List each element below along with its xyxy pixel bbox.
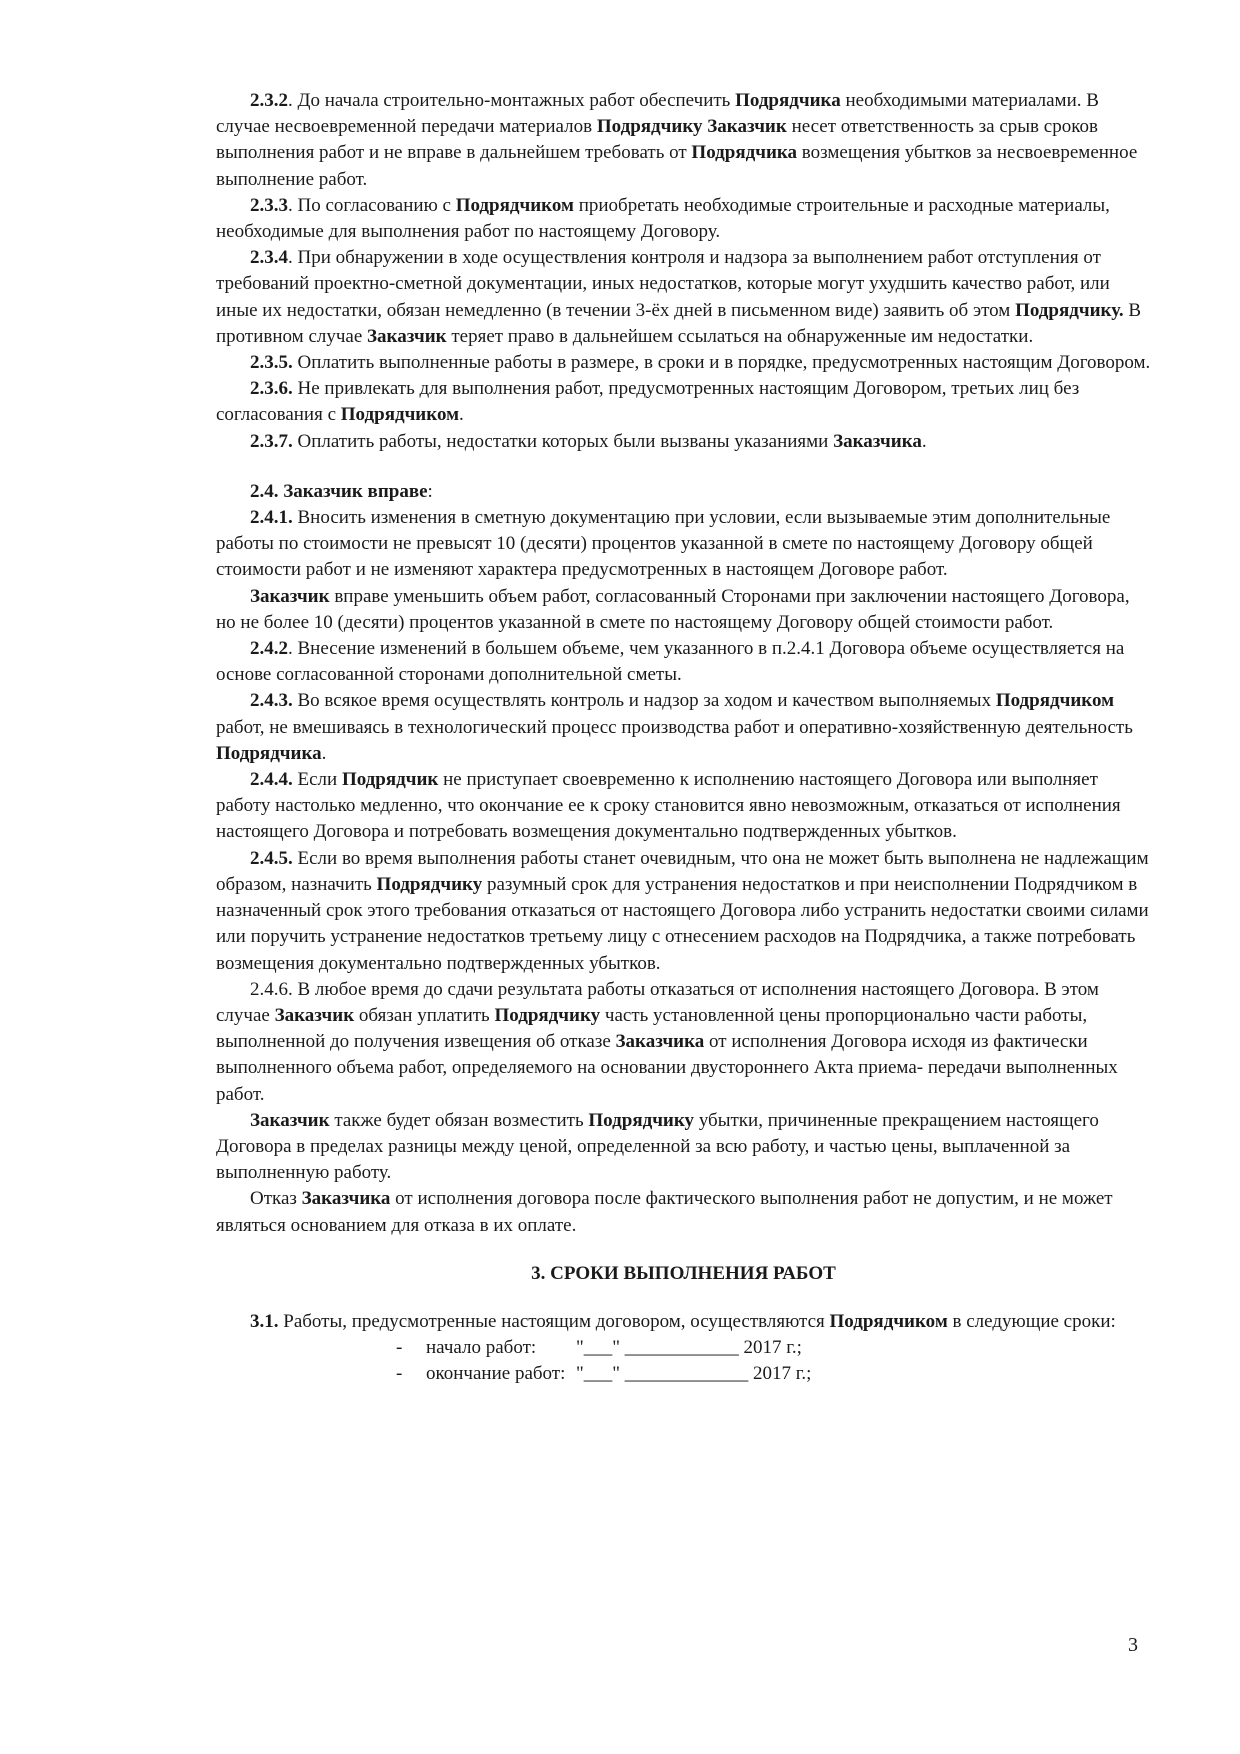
contract-clauses — [216, 88, 1151, 1239]
text-run: Отказ — [250, 1188, 302, 1210]
term-row — [396, 1361, 1151, 1387]
clause-p235 — [216, 350, 1151, 376]
text-run: работ, не вмешиваясь в технологический процесс производства работ и оперативно-хозяйственную деятельность — [216, 716, 1133, 738]
bold-text-run: 2.3.4 — [250, 247, 288, 269]
term-value: "___" ____________ 2017 г.; — [576, 1337, 802, 1359]
clause-p241b — [216, 584, 1151, 636]
bold-text-run: 2.4.3. — [250, 690, 293, 712]
bold-text-run: Подрядчика — [216, 742, 322, 764]
bold-text-run: 2.4.1. — [250, 507, 293, 529]
bold-text-run: Подрядчик — [341, 769, 439, 791]
bold-text-run: Подрядчику. — [1015, 299, 1124, 321]
text-run: необходимыми материалами. В случае несвоевременной передачи материалов — [216, 90, 1099, 138]
clause-p24 — [216, 479, 1151, 505]
clause-p241 — [216, 505, 1151, 584]
bold-text-run: Подрядчиком — [455, 194, 574, 216]
text-run: обязан уплатить — [354, 1004, 495, 1026]
paragraph-spacer — [216, 455, 1151, 479]
bold-text-run: 2.3.2 — [250, 90, 288, 111]
term-label: начало работ: — [426, 1337, 537, 1359]
text-run: . Внесение изменений в большем объеме, чем указанного в п.2.4.1 Договора объеме осуществляется на основе согласованной сторонами дополнительной сметы. — [216, 638, 1125, 686]
page-content — [216, 88, 1151, 1388]
page-number: 3 — [1128, 1634, 1138, 1656]
text-run: Оплатить работы, недостатки которых были вызваны указаниями — [292, 430, 834, 452]
text-run: приобретать необходимые строительные и расходные материалы, необходимые для выполнения работ по настоящему Договору. — [216, 194, 1110, 243]
clause-p244 — [216, 767, 1151, 846]
clause-p236 — [216, 376, 1151, 428]
clause-p242 — [216, 636, 1151, 688]
list-dash: - — [396, 1363, 403, 1385]
bold-text-run: Подрядчику — [588, 1109, 695, 1131]
bold-text-run: 2.4.2 — [250, 638, 288, 660]
text-run: . — [459, 404, 464, 426]
bold-text-run: Подрядчиком — [995, 690, 1115, 712]
bold-text-run: Подрядчиком — [829, 1310, 948, 1332]
text-run: . При обнаружении в ходе осуществления контроля и надзора за выполнением работ отступления от требований проектно-сметной документации, иных недостатков, которые могут ухудшить качество работ, или иные их недостатки, обязан немедленно (в течении 3-ёх дней в письменном виде) заявить об этом — [216, 247, 1110, 321]
text-run: Не привлекать для выполнения работ, предусмотренных настоящим Договором, третьих лиц без согласования с — [216, 378, 1080, 426]
bold-text-run: 2.3.3 — [250, 194, 288, 216]
text-run: . По согласованию с — [288, 194, 456, 216]
term-row — [396, 1335, 1151, 1361]
bold-text-run: Заказчик — [250, 1109, 330, 1131]
text-run: убытки, причиненные прекращением настоящего Договора в пределах разницы между ценой, определенной за всю работу, и частью цены, выплаченной за выполненную работу. — [216, 1109, 1099, 1184]
text-run: Оплатить выполненные работы в размере, в сроки и в порядке, предусмотренных настоящим Договором. — [292, 352, 1151, 374]
bold-text-run: 2.3.7. — [250, 430, 293, 452]
bold-text-run: Подрядчику — [494, 1004, 601, 1026]
text-run: Если во время выполнения работы станет очевидным, что она не может быть выполнена не надлежащим образом, назначить — [216, 847, 1149, 895]
text-run: . — [321, 742, 327, 764]
clause-p246b — [216, 1108, 1151, 1187]
text-run: вправе уменьшить объем работ, согласованный Сторонами при заключении настоящего Договора, но не более 10 (десяти) процентов указанной в смете по настоящему Договору общей стоимости работ. — [216, 585, 1130, 633]
text-run: : — [427, 480, 433, 502]
text-run: также будет обязан возместить — [329, 1109, 589, 1131]
bold-text-run: Подрядчику Заказчик — [596, 116, 787, 138]
work-terms-list — [216, 1335, 1151, 1387]
text-run: . До начала строительно-монтажных работ обеспечить — [288, 90, 736, 111]
text-run: Работы, предусмотренные настоящим договором, осуществляются — [278, 1310, 830, 1332]
bold-text-run: Подрядчиком — [340, 404, 460, 426]
text-run: не приступает своевременно к исполнению настоящего Договора или выполняет работу настолько медленно, что окончание ее к сроку становится явно невозможным, отказаться от исполнения настоящего Договора и потребовать возмещения документально подтвержденных убытков. — [216, 769, 1121, 843]
bold-text-run: Заказчик — [367, 325, 447, 347]
bold-text-run: Подрядчика — [735, 90, 841, 111]
clause-3-1 — [216, 1309, 1151, 1335]
text-run: возмещения убытков за несвоевременное выполнение работ. — [216, 142, 1138, 190]
text-run: разумный срок для устранения недостатков и при неисполнении Подрядчиком в назначенный срок этого требования отказаться от настоящего Договора либо устранить недостатки своими силами или поручить устранение недостатков третьему лицу с отнесением расходов на Подрядчика, а также потребовать возмещения документально подтвержденных убытков. — [216, 873, 1149, 974]
clause-p237 — [216, 429, 1151, 455]
section-heading: 3. СРОКИ ВЫПОЛНЕНИЯ РАБОТ — [531, 1262, 836, 1284]
bold-text-run: 2.3.5. — [250, 352, 293, 374]
bold-text-run: 3.1. — [250, 1310, 279, 1332]
text-run: . — [921, 430, 927, 452]
text-run: Если — [292, 769, 342, 791]
term-value: "___" _____________ 2017 г.; — [576, 1363, 812, 1385]
bold-text-run: 2.3.6. — [250, 378, 293, 400]
clause-p232 — [216, 88, 1151, 193]
text-run: Вносить изменения в сметную документацию при условии, если вызываемые этим дополнительные работы по стоимости не превысят 10 (десяти) процентов указанной в смете по настоящему Договору общей стоимости работ и не изменяют характера предусмотренных в настоящем Договоре работ. — [216, 507, 1111, 581]
text-run: теряет право в дальнейшем ссылаться на обнаруженные им недостатки. — [446, 325, 1034, 347]
term-label: окончание работ: — [426, 1363, 566, 1385]
bold-text-run: Заказчика — [301, 1188, 391, 1210]
clause-p243 — [216, 688, 1151, 767]
text-run: часть установленной цены пропорционально части работы, выполненной до получения извещения об отказе — [216, 1004, 1088, 1053]
clause-p234 — [216, 245, 1151, 350]
bold-text-run: Заказчик — [250, 585, 330, 607]
clause-p245 — [216, 846, 1151, 977]
bold-text-run: 2.4.4. — [250, 769, 293, 791]
text-run: от исполнения договора после фактического выполнения работ не допустим, и не может являться основанием для отказа в их оплате. — [216, 1188, 1113, 1236]
bold-text-run: Заказчик — [274, 1004, 355, 1026]
bold-text-run: 2.4.5. — [250, 847, 293, 869]
bold-text-run: Подрядчика — [691, 142, 798, 164]
bold-text-run: Заказчика — [833, 430, 922, 452]
text-run: В противном случае — [216, 299, 1142, 347]
clause-p233 — [216, 193, 1151, 245]
clause-p246 — [216, 977, 1151, 1108]
text-run: в следующие сроки: — [947, 1310, 1116, 1332]
text-run: от исполнения Договора исходя из фактически выполненного объема работ, определяемого на основании двустороннего Акта приема- передачи выполненных работ. — [216, 1031, 1118, 1105]
text-run: несет ответственность за срыв сроков выполнения работ и не вправе в дальнейшем требовать от — [216, 116, 1098, 164]
list-dash: - — [396, 1337, 403, 1359]
bold-text-run: Заказчика — [615, 1031, 705, 1053]
clause-p246c — [216, 1186, 1151, 1238]
text-run: Во всякое время осуществлять контроль и надзор за ходом и качеством выполняемых — [292, 690, 996, 712]
text-run: 2.4.6. В любое время до сдачи результата работы отказаться от исполнения настоящего Договора. В этом случае — [216, 978, 1099, 1026]
bold-text-run: Подрядчику — [376, 873, 483, 895]
bold-text-run: 2.4. Заказчик вправе — [250, 480, 428, 502]
